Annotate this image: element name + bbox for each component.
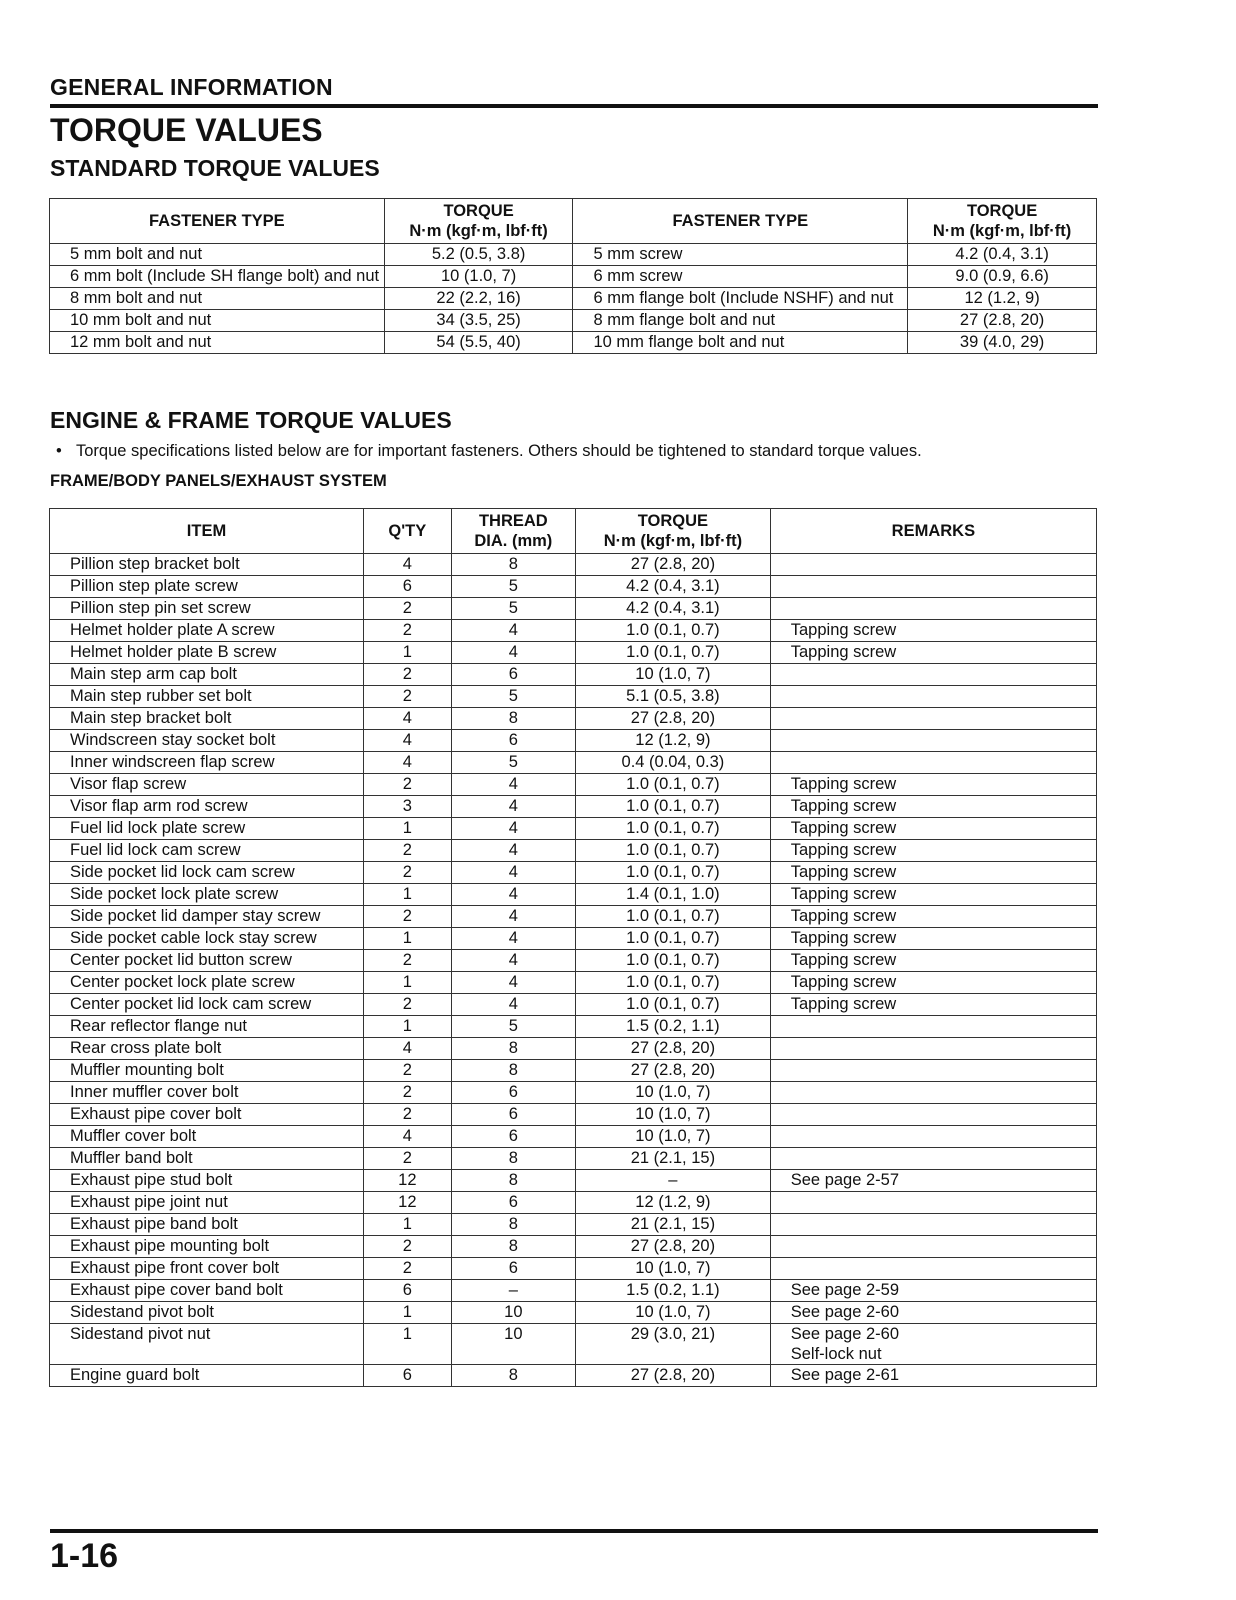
- remarks-cell: [770, 1258, 1096, 1280]
- qty-cell: 4: [363, 1038, 451, 1060]
- qty-cell: 6: [363, 1280, 451, 1302]
- header-thread: [451, 509, 575, 554]
- table-row: [50, 1324, 1097, 1365]
- remarks-cell: [770, 598, 1096, 620]
- remarks-cell: [770, 1236, 1096, 1258]
- thread-cell: 5: [451, 598, 575, 620]
- qty-cell: 2: [363, 598, 451, 620]
- remarks-cell: Tapping screw: [770, 884, 1096, 906]
- thread-cell: 5: [451, 1016, 575, 1038]
- qty-cell: 2: [363, 840, 451, 862]
- item-cell: Main step rubber set bolt: [50, 686, 364, 708]
- torque-cell: 10 (1.0, 7): [576, 1302, 771, 1324]
- item-cell: Rear reflector flange nut: [50, 1016, 364, 1038]
- thread-cell: 10: [451, 1302, 575, 1324]
- header-thread-line2: DIA. (mm): [474, 532, 553, 550]
- thread-cell: 8: [451, 1038, 575, 1060]
- remarks-cell: [770, 686, 1096, 708]
- torque-cell: 10 (1.0, 7): [576, 1126, 771, 1148]
- qty-cell: 6: [363, 576, 451, 598]
- torque-cell: 1.0 (0.1, 0.7): [576, 862, 771, 884]
- table-row: [50, 774, 1097, 796]
- header-torque-line2: N·m (kgf·m, lbf·ft): [409, 222, 548, 240]
- header-remarks: REMARKS: [770, 509, 1096, 554]
- qty-cell: 2: [363, 950, 451, 972]
- fastener-type-cell: 5 mm bolt and nut: [50, 244, 385, 266]
- thread-cell: 4: [451, 950, 575, 972]
- remarks-cell: [770, 708, 1096, 730]
- fastener-type-cell: 6 mm flange bolt (Include NSHF) and nut: [573, 288, 908, 310]
- standard-torque-title: STANDARD TORQUE VALUES: [50, 155, 380, 181]
- item-cell: Exhaust pipe stud bolt: [50, 1170, 364, 1192]
- torque-cell: 1.0 (0.1, 0.7): [576, 950, 771, 972]
- table-row: [50, 884, 1097, 906]
- item-cell: Visor flap arm rod screw: [50, 796, 364, 818]
- torque-cell: 12 (1.2, 9): [576, 1192, 771, 1214]
- fastener-type-cell: 12 mm bolt and nut: [50, 332, 385, 354]
- page-title: TORQUE VALUES: [50, 112, 323, 148]
- remarks-cell: [770, 1214, 1096, 1236]
- torque-cell: 21 (2.1, 15): [576, 1148, 771, 1170]
- group-title: FRAME/BODY PANELS/EXHAUST SYSTEM: [50, 472, 387, 490]
- thread-cell: 5: [451, 752, 575, 774]
- qty-cell: 12: [363, 1170, 451, 1192]
- table-row: [50, 1148, 1097, 1170]
- torque-cell: 1.0 (0.1, 0.7): [576, 642, 771, 664]
- thread-cell: 10: [451, 1324, 575, 1365]
- item-cell: Side pocket lid damper stay screw: [50, 906, 364, 928]
- item-cell: Exhaust pipe front cover bolt: [50, 1258, 364, 1280]
- item-cell: Pillion step plate screw: [50, 576, 364, 598]
- item-cell: Side pocket lock plate screw: [50, 884, 364, 906]
- header-torque-line2: N·m (kgf·m, lbf·ft): [603, 532, 743, 550]
- header-torque-line1: TORQUE: [966, 202, 1038, 220]
- header-torque: [576, 509, 771, 554]
- torque-cell: 4.2 (0.4, 3.1): [908, 244, 1097, 266]
- item-cell: Exhaust pipe cover bolt: [50, 1104, 364, 1126]
- table-row: [50, 730, 1097, 752]
- item-cell: Center pocket lid button screw: [50, 950, 364, 972]
- item-cell: Fuel lid lock plate screw: [50, 818, 364, 840]
- torque-cell: 1.5 (0.2, 1.1): [576, 1280, 771, 1302]
- remarks-cell: [770, 664, 1096, 686]
- table-row: [50, 1302, 1097, 1324]
- remarks-cell: Tapping screw: [770, 774, 1096, 796]
- header-item: ITEM: [50, 509, 364, 554]
- item-cell: Muffler band bolt: [50, 1148, 364, 1170]
- torque-cell: 27 (2.8, 20): [908, 310, 1097, 332]
- remarks-cell: [770, 1082, 1096, 1104]
- thread-cell: 6: [451, 1192, 575, 1214]
- item-cell: Sidestand pivot nut: [50, 1324, 364, 1365]
- remarks-cell: Tapping screw: [770, 928, 1096, 950]
- item-cell: Exhaust pipe cover band bolt: [50, 1280, 364, 1302]
- engine-frame-title: ENGINE & FRAME TORQUE VALUES: [50, 407, 452, 433]
- table-row: [50, 928, 1097, 950]
- qty-cell: 1: [363, 1016, 451, 1038]
- qty-cell: 2: [363, 774, 451, 796]
- thread-cell: 6: [451, 1082, 575, 1104]
- remarks-cell: [770, 576, 1096, 598]
- qty-cell: 4: [363, 730, 451, 752]
- torque-cell: 1.0 (0.1, 0.7): [576, 906, 771, 928]
- item-cell: Muffler cover bolt: [50, 1126, 364, 1148]
- remarks-cell: See page 2-59: [770, 1280, 1096, 1302]
- table-row: [50, 1126, 1097, 1148]
- torque-cell: –: [576, 1170, 771, 1192]
- item-cell: Main step arm cap bolt: [50, 664, 364, 686]
- qty-cell: 2: [363, 1082, 451, 1104]
- qty-cell: 2: [363, 620, 451, 642]
- remarks-cell: [770, 554, 1096, 576]
- item-cell: Helmet holder plate A screw: [50, 620, 364, 642]
- torque-cell: 29 (3.0, 21): [576, 1324, 771, 1365]
- qty-cell: 1: [363, 642, 451, 664]
- torque-cell: 1.0 (0.1, 0.7): [576, 818, 771, 840]
- item-cell: Windscreen stay socket bolt: [50, 730, 364, 752]
- torque-cell: 9.0 (0.9, 6.6): [908, 266, 1097, 288]
- remarks-cell: Tapping screw: [770, 818, 1096, 840]
- qty-cell: 1: [363, 928, 451, 950]
- thread-cell: 8: [451, 1365, 575, 1387]
- standard-torque-table: [49, 198, 1097, 354]
- header-qty: Q'TY: [363, 509, 451, 554]
- thread-cell: 5: [451, 576, 575, 598]
- thread-cell: 4: [451, 862, 575, 884]
- item-cell: Exhaust pipe joint nut: [50, 1192, 364, 1214]
- remarks-cell: [770, 1148, 1096, 1170]
- torque-cell: 27 (2.8, 20): [576, 1038, 771, 1060]
- table-row: [50, 1016, 1097, 1038]
- qty-cell: 2: [363, 1236, 451, 1258]
- bullet-icon: •: [56, 442, 62, 460]
- item-cell: Exhaust pipe mounting bolt: [50, 1236, 364, 1258]
- remarks-cell: See page 2-57: [770, 1170, 1096, 1192]
- fastener-type-cell: 10 mm flange bolt and nut: [573, 332, 908, 354]
- qty-cell: 4: [363, 554, 451, 576]
- table-row: [50, 664, 1097, 686]
- thread-cell: 4: [451, 840, 575, 862]
- torque-cell: 12 (1.2, 9): [576, 730, 771, 752]
- remarks-cell: [770, 1038, 1096, 1060]
- qty-cell: 2: [363, 1060, 451, 1082]
- qty-cell: 2: [363, 862, 451, 884]
- qty-cell: 6: [363, 1365, 451, 1387]
- thread-cell: 5: [451, 686, 575, 708]
- remarks-cell: [770, 1016, 1096, 1038]
- fastener-type-cell: 10 mm bolt and nut: [50, 310, 385, 332]
- item-cell: Visor flap screw: [50, 774, 364, 796]
- torque-cell: 0.4 (0.04, 0.3): [576, 752, 771, 774]
- torque-cell: 1.5 (0.2, 1.1): [576, 1016, 771, 1038]
- torque-cell: 10 (1.0, 7): [384, 266, 573, 288]
- thread-cell: 6: [451, 664, 575, 686]
- torque-cell: 10 (1.0, 7): [576, 1258, 771, 1280]
- qty-cell: 3: [363, 796, 451, 818]
- torque-cell: 1.0 (0.1, 0.7): [576, 972, 771, 994]
- remarks-cell: See page 2-61: [770, 1365, 1096, 1387]
- item-cell: Rear cross plate bolt: [50, 1038, 364, 1060]
- item-cell: Center pocket lock plate screw: [50, 972, 364, 994]
- thread-cell: 8: [451, 554, 575, 576]
- table-row: [50, 950, 1097, 972]
- header-torque: [384, 199, 573, 244]
- torque-cell: 1.0 (0.1, 0.7): [576, 620, 771, 642]
- remarks-cell: See page 2-60: [770, 1302, 1096, 1324]
- header-fastener-type: FASTENER TYPE: [573, 199, 908, 244]
- thread-cell: 4: [451, 928, 575, 950]
- header-torque: [908, 199, 1097, 244]
- remarks-cell: [770, 1126, 1096, 1148]
- qty-cell: 2: [363, 1104, 451, 1126]
- table-row: [50, 862, 1097, 884]
- item-cell: Fuel lid lock cam screw: [50, 840, 364, 862]
- table-row: [50, 818, 1097, 840]
- table-row: [50, 1104, 1097, 1126]
- torque-cell: 5.2 (0.5, 3.8): [384, 244, 573, 266]
- table-row: [50, 752, 1097, 774]
- qty-cell: 1: [363, 1214, 451, 1236]
- remarks-cell: [770, 752, 1096, 774]
- header-fastener-type: FASTENER TYPE: [50, 199, 385, 244]
- qty-cell: 2: [363, 1258, 451, 1280]
- torque-cell: 54 (5.5, 40): [384, 332, 573, 354]
- thread-cell: 8: [451, 1148, 575, 1170]
- remarks-cell: Tapping screw: [770, 972, 1096, 994]
- torque-cell: 34 (3.5, 25): [384, 310, 573, 332]
- engine-frame-torque-table: [49, 508, 1097, 1387]
- qty-cell: 1: [363, 884, 451, 906]
- remarks-cell: Tapping screw: [770, 862, 1096, 884]
- table-row: [50, 1192, 1097, 1214]
- header-rule: [50, 104, 1098, 108]
- table-row: [50, 1236, 1097, 1258]
- thread-cell: 4: [451, 620, 575, 642]
- fastener-type-cell: 5 mm screw: [573, 244, 908, 266]
- item-cell: Engine guard bolt: [50, 1365, 364, 1387]
- footer-rule: [50, 1529, 1098, 1533]
- qty-cell: 2: [363, 1148, 451, 1170]
- thread-cell: 4: [451, 994, 575, 1016]
- thread-cell: 8: [451, 1214, 575, 1236]
- item-cell: Side pocket lid lock cam screw: [50, 862, 364, 884]
- table-row: [50, 972, 1097, 994]
- table-row: [50, 796, 1097, 818]
- table-row: [50, 840, 1097, 862]
- table-row: [50, 642, 1097, 664]
- remarks-cell: Tapping screw: [770, 796, 1096, 818]
- item-cell: Pillion step pin set screw: [50, 598, 364, 620]
- remarks-cell: Tapping screw: [770, 906, 1096, 928]
- thread-cell: 6: [451, 1258, 575, 1280]
- fastener-type-cell: 8 mm bolt and nut: [50, 288, 385, 310]
- table-row: [50, 576, 1097, 598]
- item-cell: Exhaust pipe band bolt: [50, 1214, 364, 1236]
- torque-cell: 22 (2.2, 16): [384, 288, 573, 310]
- thread-cell: 4: [451, 818, 575, 840]
- header-torque-line1: TORQUE: [443, 202, 514, 220]
- table-row: [50, 598, 1097, 620]
- thread-cell: 8: [451, 1060, 575, 1082]
- qty-cell: 12: [363, 1192, 451, 1214]
- remarks-cell: [770, 1060, 1096, 1082]
- note: [56, 442, 922, 461]
- torque-cell: 39 (4.0, 29): [908, 332, 1097, 354]
- torque-cell: 1.0 (0.1, 0.7): [576, 796, 771, 818]
- thread-cell: 4: [451, 972, 575, 994]
- torque-cell: 1.0 (0.1, 0.7): [576, 840, 771, 862]
- thread-cell: 8: [451, 1236, 575, 1258]
- remarks-cell: Tapping screw: [770, 642, 1096, 664]
- qty-cell: 2: [363, 664, 451, 686]
- torque-cell: 10 (1.0, 7): [576, 664, 771, 686]
- table-row: [50, 686, 1097, 708]
- torque-cell: 10 (1.0, 7): [576, 1104, 771, 1126]
- torque-cell: 4.2 (0.4, 3.1): [576, 576, 771, 598]
- torque-cell: 27 (2.8, 20): [576, 1236, 771, 1258]
- thread-cell: 6: [451, 1104, 575, 1126]
- item-cell: Inner windscreen flap screw: [50, 752, 364, 774]
- table-row: [50, 1258, 1097, 1280]
- torque-cell: 27 (2.8, 20): [576, 554, 771, 576]
- torque-cell: 12 (1.2, 9): [908, 288, 1097, 310]
- remarks-cell: Tapping screw: [770, 620, 1096, 642]
- thread-cell: 8: [451, 1170, 575, 1192]
- torque-cell: 10 (1.0, 7): [576, 1082, 771, 1104]
- thread-cell: 4: [451, 774, 575, 796]
- table-row: [50, 906, 1097, 928]
- table-row: [50, 1365, 1097, 1387]
- qty-cell: 2: [363, 994, 451, 1016]
- remarks-cell: [770, 730, 1096, 752]
- header-torque-line1: TORQUE: [637, 512, 709, 530]
- item-cell: Sidestand pivot bolt: [50, 1302, 364, 1324]
- fastener-type-cell: 8 mm flange bolt and nut: [573, 310, 908, 332]
- thread-cell: 8: [451, 708, 575, 730]
- section-header: GENERAL INFORMATION: [50, 74, 333, 100]
- torque-cell: 27 (2.8, 20): [576, 708, 771, 730]
- header-torque-line2: N·m (kgf·m, lbf·ft): [932, 222, 1072, 240]
- torque-cell: 1.0 (0.1, 0.7): [576, 774, 771, 796]
- torque-cell: 1.0 (0.1, 0.7): [576, 928, 771, 950]
- torque-cell: 1.0 (0.1, 0.7): [576, 994, 771, 1016]
- remarks-cell: [770, 1192, 1096, 1214]
- table-row: [50, 994, 1097, 1016]
- qty-cell: 2: [363, 686, 451, 708]
- thread-cell: –: [451, 1280, 575, 1302]
- item-cell: Center pocket lid lock cam screw: [50, 994, 364, 1016]
- qty-cell: 1: [363, 972, 451, 994]
- qty-cell: 1: [363, 1302, 451, 1324]
- torque-cell: 27 (2.8, 20): [576, 1365, 771, 1387]
- page-number: 1-16: [50, 1537, 119, 1575]
- table-row: [50, 1214, 1097, 1236]
- item-cell: Main step bracket bolt: [50, 708, 364, 730]
- thread-cell: 6: [451, 1126, 575, 1148]
- table-row: [50, 1060, 1097, 1082]
- thread-cell: 4: [451, 796, 575, 818]
- remarks-cell: See page 2-60 Self-lock nut: [770, 1324, 1096, 1365]
- table-row: [50, 1170, 1097, 1192]
- table-row: [50, 554, 1097, 576]
- torque-cell: 5.1 (0.5, 3.8): [576, 686, 771, 708]
- qty-cell: 1: [363, 818, 451, 840]
- torque-cell: 21 (2.1, 15): [576, 1214, 771, 1236]
- remarks-cell: Tapping screw: [770, 994, 1096, 1016]
- qty-cell: 2: [363, 906, 451, 928]
- qty-cell: 4: [363, 708, 451, 730]
- thread-cell: 4: [451, 906, 575, 928]
- qty-cell: 4: [363, 752, 451, 774]
- item-cell: Pillion step bracket bolt: [50, 554, 364, 576]
- item-cell: Side pocket cable lock stay screw: [50, 928, 364, 950]
- thread-cell: 4: [451, 642, 575, 664]
- table-row: [50, 1038, 1097, 1060]
- fastener-type-cell: 6 mm screw: [573, 266, 908, 288]
- qty-cell: 1: [363, 1324, 451, 1365]
- header-thread-line1: THREAD: [478, 512, 548, 530]
- note-text: Torque specifications listed below are for important fasteners. Others should be tightened to standard torque values.: [76, 442, 922, 460]
- table-row: [50, 1280, 1097, 1302]
- table-row: [50, 1082, 1097, 1104]
- thread-cell: 4: [451, 884, 575, 906]
- torque-cell: 4.2 (0.4, 3.1): [576, 598, 771, 620]
- table-row: [50, 708, 1097, 730]
- item-cell: Inner muffler cover bolt: [50, 1082, 364, 1104]
- remarks-cell: Tapping screw: [770, 950, 1096, 972]
- qty-cell: 4: [363, 1126, 451, 1148]
- item-cell: Helmet holder plate B screw: [50, 642, 364, 664]
- fastener-type-cell: 6 mm bolt (Include SH flange bolt) and nut: [50, 266, 385, 288]
- torque-cell: 27 (2.8, 20): [576, 1060, 771, 1082]
- torque-cell: 1.4 (0.1, 1.0): [576, 884, 771, 906]
- remarks-cell: [770, 1104, 1096, 1126]
- remarks-cell: Tapping screw: [770, 840, 1096, 862]
- thread-cell: 6: [451, 730, 575, 752]
- item-cell: Muffler mounting bolt: [50, 1060, 364, 1082]
- table-row: [50, 620, 1097, 642]
